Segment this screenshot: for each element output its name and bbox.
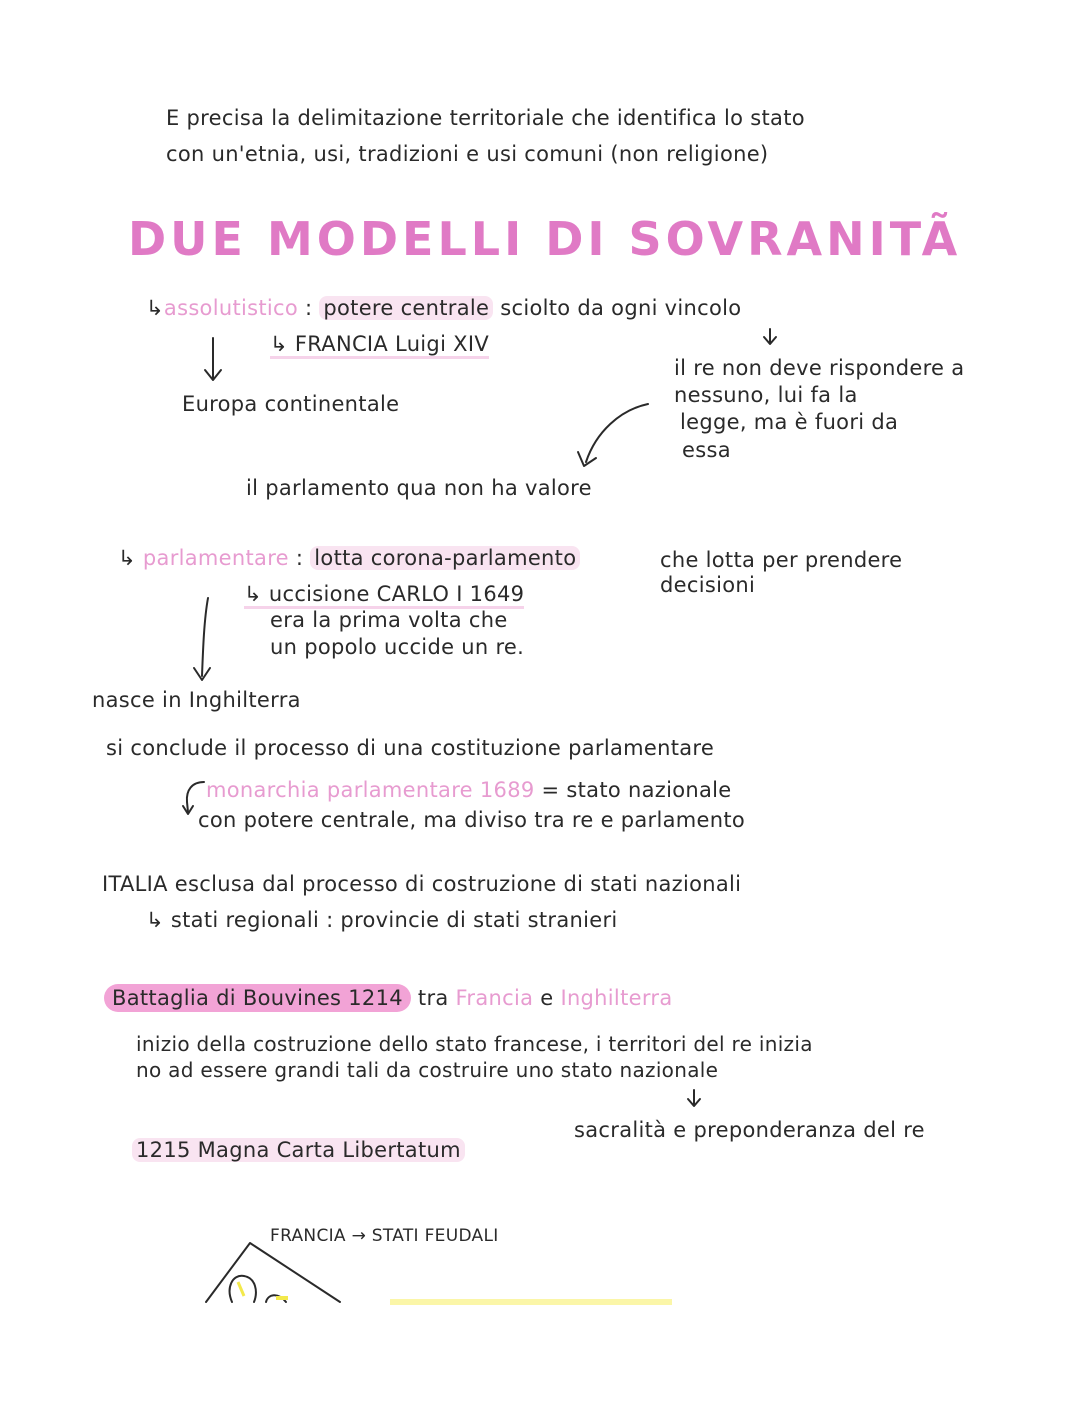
bouvines-line-3: no ad essere grandi tali da costruire uno stato nazionale [136,1058,719,1082]
born-line: nasce in Inghilterra [92,688,301,712]
arrow-down-england [202,598,208,676]
absolutist-highlight: potere centrale [319,296,493,320]
struggle-note-2: decisioni [660,573,756,597]
parliamentary-label: parlamentare [142,546,289,570]
bouvines-line-2: inizio della costruzione dello stato francese, i territori del re inizia [136,1032,813,1056]
king-note-3: legge, ma è fuori da [680,410,899,434]
bouvines-line: Battaglia di Bouvines 1214 tra Francia e Inghilterra [104,986,673,1010]
france-line: ↳ FRANCIA Luigi XIV [270,332,489,356]
power-line: con potere centrale, ma diviso tra re e parlamento [198,808,746,832]
equals-note: = stato nazionale [541,778,732,802]
first-note-2: un popolo uccide un re. [270,635,525,659]
intro-line-2: con un'etnia, usi, tradizioni e usi comuni (non religione) [166,142,769,166]
absolutist-rest: sciolto da ogni vincolo [500,296,742,320]
europe-label: Europa continentale [182,392,400,416]
arrow-glyph: ↳ [118,546,136,570]
francia-label: Francia [455,986,534,1010]
first-note-1: era la prima volta che [270,608,508,632]
concludes-line: si conclude il processo di una costituzione parlamentare [106,736,715,760]
italy-line-2: ↳ stati regionali : provincie di stati stranieri [146,908,618,932]
struggle-note-1: che lotta per prendere [660,548,903,572]
intro-line-1: E precisa la delimitazione territoriale che identifica lo stato [166,106,805,130]
absolutist-line: ↳assolutistico : potere centrale sciolto da ogni vincolo [146,296,742,320]
king-note-1: il re non deve rispondere a [674,356,965,380]
bouvines-highlight: Battaglia di Bouvines 1214 [104,984,411,1012]
parliamentary-highlight: lotta corona-parlamento [310,546,580,570]
inghilterra-label: Inghilterra [560,986,673,1010]
arrow-curve-parliament [586,404,648,462]
kill-line: ↳ uccisione CARLO I 1649 [244,582,524,606]
king-note-4: essa [682,438,731,462]
king-note-2: nessuno, lui fa la [674,383,858,407]
italy-line-1: ITALIA esclusa dal processo di costruzione di stati nazionali [102,872,742,896]
absolutist-label: assolutistico [163,296,299,320]
sacrality-note: sacralità e preponderanza del re [574,1118,925,1142]
parliament-note: il parlamento qua non ha valore [246,476,592,500]
parliamentary-line: ↳ parlamentare : lotta corona-parlamento [118,546,580,570]
monarchy-label: monarchia parlamentare 1689 [206,778,535,802]
arrow-curl-monarchy [187,782,204,812]
france-feudal-label: FRANCIA → STATI FEUDALI [270,1226,499,1246]
page-title: DUE MODELLI DI SOVRANITÃ [128,212,962,266]
arrow-glyph: ↳ [146,296,164,320]
magna-carta-line: 1215 Magna Carta Libertatum [132,1138,465,1162]
triangle-sketch [206,1243,340,1302]
